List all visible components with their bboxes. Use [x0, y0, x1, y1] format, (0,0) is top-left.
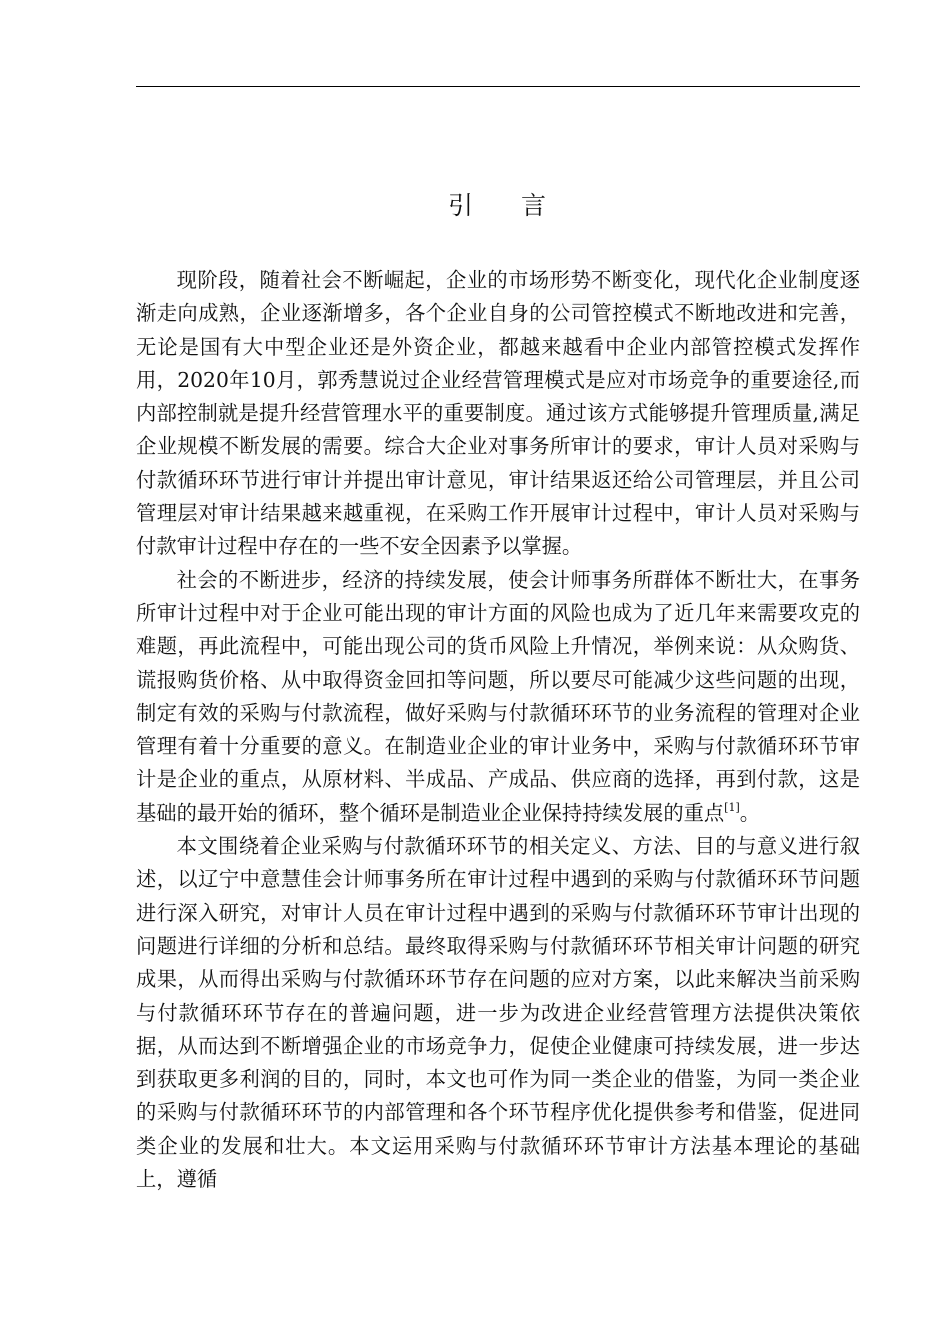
paragraph-2-tail: 。 — [739, 800, 761, 825]
paragraph-2 — [136, 564, 860, 830]
paragraph-3 — [136, 830, 860, 1196]
body-text — [136, 264, 860, 1196]
page-title — [136, 186, 860, 226]
header-rule — [136, 86, 860, 87]
paragraph-2-text: 社会的不断进步，经济的持续发展，使会计师事务所群体不断壮大，在事务所审计过程中对于企业可能出现的审计方面的风险也成为了近几年来需要攻克的难题，再此流程中，可能出现公司的货币风险上升情况，举例来说：从众购货、谎报购货价格、从中取得资金回扣等问题，所以要尽可能减少这些问题的出现，制定有效的采购与付款流程，做好采购与付款循环环节的业务流程的管理对企业管理有着十分重要的意义。在制造业企业的审计业务中，采购与付款循环环节审计是企业的重点，从原材料、半成品、产成品、供应商的选择，再到付款，这是基础的最开始的循环，整个循环是制造业企业保持持续发展的重点 — [136, 567, 860, 825]
citation-marker: [1] — [724, 800, 740, 814]
title-char-1: 引 — [447, 191, 475, 220]
paragraph-3-text: 本文围绕着企业采购与付款循环环节的相关定义、方法、目的与意义进行叙述，以辽宁中意慧佳会计师事务所在审计过程中遇到的采购与付款循环环节问题进行深入研究，对审计人员在审计过程中遇到的采购与付款循环环节审计出现的问题进行详细的分析和总结。最终取得采购与付款循环环节相关审计问题的研究成果，从而得出采购与付款循环环节存在问题的应对方案，以此来解决当前采购与付款循环环节存在的普遍问题，进一步为改进企业经营管理方法提供决策依据，从而达到不断增强企业的市场竞争力，促使企业健康可持续发展，进一步达到获取更多利润的目的，同时，本文也可作为同一类企业的借鉴，为同一类企业的采购与付款循环环节的内部管理和各个环节程序优化提供参考和借鉴，促进同类企业的发展和壮大。本文运用采购与付款循环环节审计方法基本理论的基础上，遵循 — [136, 834, 860, 1192]
paragraph-1 — [136, 264, 860, 564]
paragraph-1-text: 现阶段，随着社会不断崛起，企业的市场形势不断变化，现代化企业制度逐渐走向成熟，企业逐渐增多，各个企业自身的公司管控模式不断地改进和完善，无论是国有大中型企业还是外资企业，都越来越看中企业内部管控模式发挥作用，2020年10月，郭秀慧说过企业经营管理模式是应对市场竞争的重要途径,而内部控制就是提升经营管理水平的重要制度。通过该方式能够提升管理质量,满足企业规模不断发展的需要。综合大企业对事务所审计的要求，审计人员对采购与付款循环环节进行审计并提出审计意见，审计结果返还给公司管理层，并且公司管理层对审计结果越来越重视，在采购工作开展审计过程中，审计人员对采购与付款审计过程中存在的一些不安全因素予以掌握。 — [136, 268, 860, 559]
title-char-2: 言 — [521, 191, 549, 220]
